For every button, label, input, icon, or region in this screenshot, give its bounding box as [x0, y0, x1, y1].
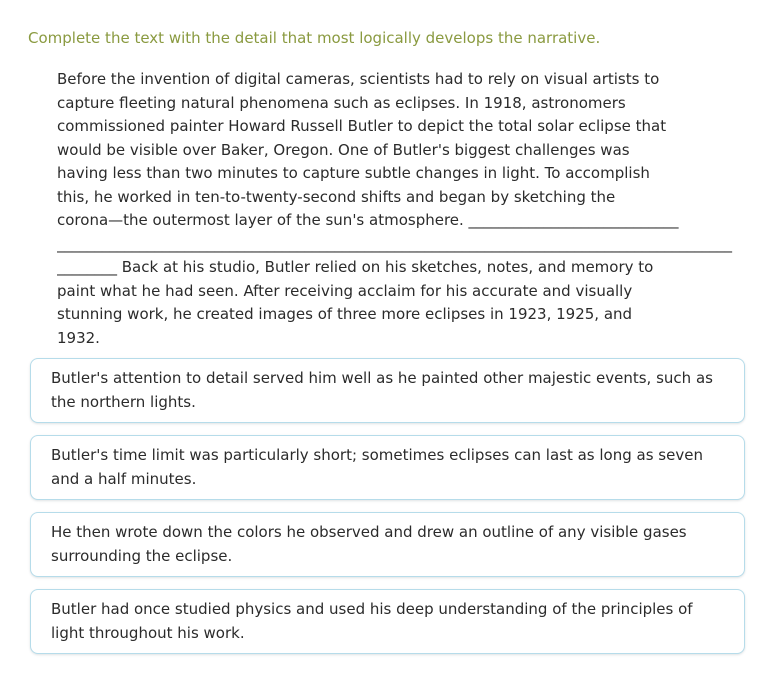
answer-option-4[interactable]: Butler had once studied physics and used his deep understanding of the principles of light throughout his work. — [30, 589, 745, 654]
passage-line: commissioned painter Howard Russell Butler to depict the total solar eclipse that — [57, 117, 667, 135]
prompt-instruction: Complete the text with the detail that most logically develops the narrative. — [28, 29, 601, 47]
passage-line-with-blank: ________ Back at his studio, Butler relied on his sketches, notes, and memory to — [57, 258, 654, 276]
passage-line: paint what he had seen. After receiving acclaim for his accurate and visually — [57, 281, 633, 300]
passage-line: capture fleeting natural phenomena such as eclipses. In 1918, astronomers — [57, 93, 626, 112]
answer-option-3[interactable]: He then wrote down the colors he observed and drew an outline of any visible gases surrounding the eclipse. — [30, 512, 745, 577]
passage-line: this, he worked in ten-to-twenty-second shifts and began by sketching the — [57, 187, 616, 206]
passage-line: would be visible over Baker, Oregon. One of Butler's biggest challenges was — [57, 140, 630, 159]
passage-blank-line: __________________________________________________________________________________________ — [57, 234, 732, 253]
answer-option-1[interactable]: Butler's attention to detail served him well as he painted other majestic events, such as the northern lights. — [30, 358, 745, 423]
passage-line-with-blank: corona—the outermost layer of the sun's atmosphere. ____________________________ — [57, 211, 679, 229]
passage-line: stunning work, he created images of three more eclipses in 1923, 1925, and — [57, 305, 633, 323]
passage-text — [57, 68, 749, 350]
passage-line: having less than two minutes to capture subtle changes in light. To accomplish — [57, 164, 650, 182]
passage-line: 1932. — [57, 328, 100, 347]
answer-options — [30, 358, 779, 654]
answer-option-2[interactable]: Butler's time limit was particularly short; sometimes eclipses can last as long as seven and a half minutes. — [30, 435, 745, 500]
passage-line: Before the invention of digital cameras, scientists had to rely on visual artists to — [57, 70, 660, 88]
